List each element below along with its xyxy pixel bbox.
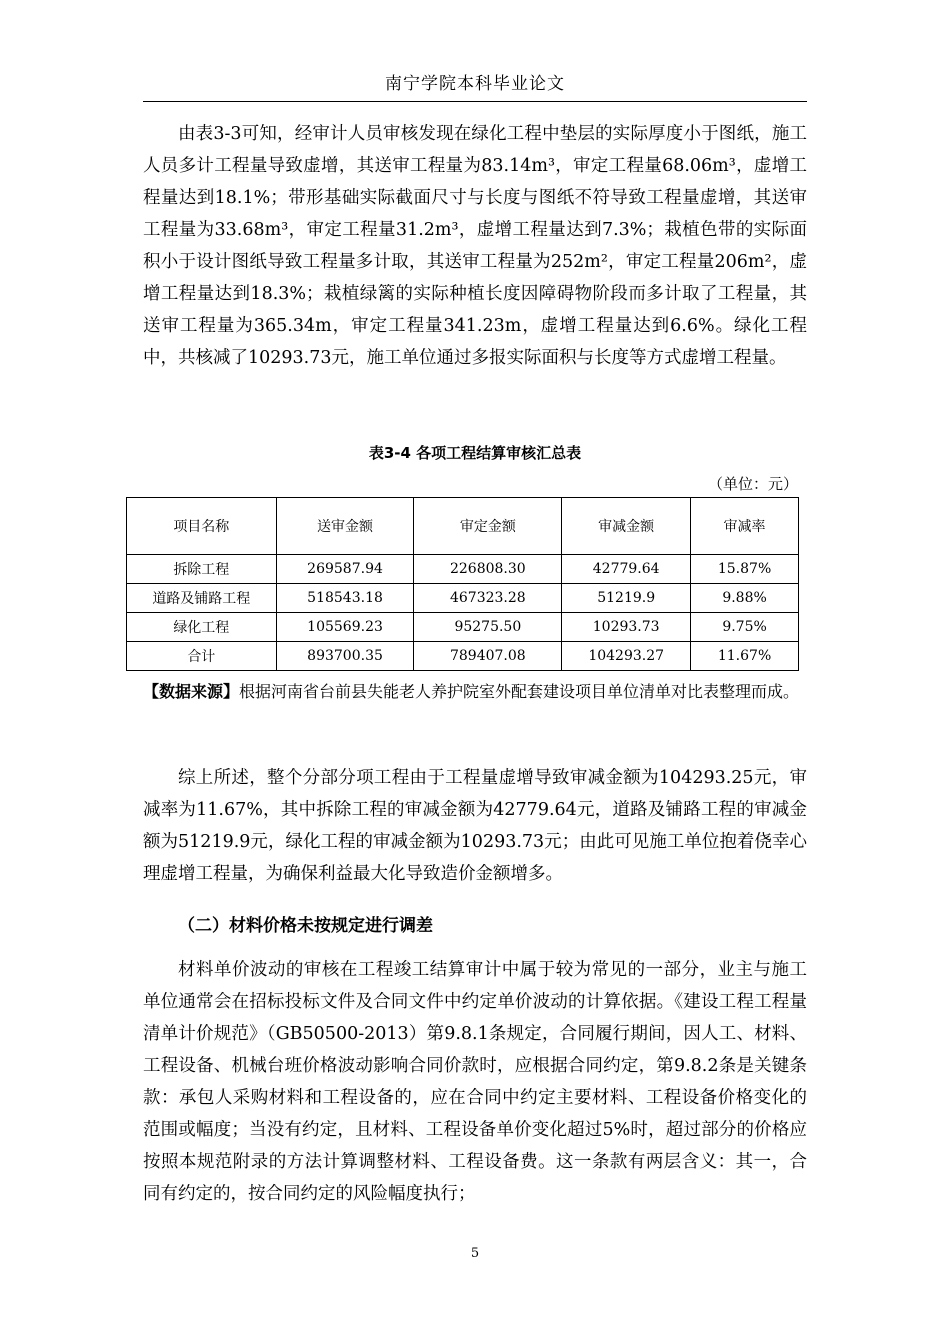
running-header: 南宁学院本科毕业论文 [385, 74, 565, 94]
audit-summary-table [126, 497, 799, 671]
column-header-submitted: 送审金额 [276, 498, 414, 555]
table-cell: 42779.64 [562, 555, 691, 584]
table-cell: 893700.35 [276, 642, 414, 671]
table-cell: 绿化工程 [127, 613, 277, 642]
table-cell: 10293.73 [562, 613, 691, 642]
column-header-reduction-rate: 审减率 [691, 498, 799, 555]
page-number: 5 [470, 1246, 480, 1261]
table-cell: 15.87% [691, 555, 799, 584]
table-cell: 95275.50 [414, 613, 562, 642]
column-header-approved: 审定金额 [414, 498, 562, 555]
source-text: 根据河南省台前县失能老人养护院室外配套建设项目单位清单对比表整理而成。 [239, 682, 800, 701]
body-paragraph-2: 综上所述，整个分部分项工程由于工程量虚增导致审减金额为104293.25元，审减率为11.67%，其中拆除工程的审减金额为42779.64元，道路及铺路工程的审减金额为51219.9元，绿化工程的审减金额为10293.73元；由此可见施工单位抱着侥幸心理虚增工程量，为确保利益最大化导致造价金额增多。 [143, 768, 807, 884]
table-row [127, 555, 799, 584]
table-caption: 表3-4 各项工程结算审核汇总表 [368, 444, 582, 462]
table-cell: 518543.18 [276, 584, 414, 613]
table-cell: 9.75% [691, 613, 799, 642]
table-cell: 9.88% [691, 584, 799, 613]
header-divider [143, 101, 807, 102]
table-cell: 467323.28 [414, 584, 562, 613]
column-header-reduction: 审减金额 [562, 498, 691, 555]
body-paragraph-1: 由表3-3可知，经审计人员审核发现在绿化工程中垫层的实际厚度小于图纸，施工人员多计工程量导致虚增，其送审工程量为83.14m³，审定工程量68.06m³，虚增工程量达到18.1%；带形基础实际截面尺寸与长度与图纸不符导致工程量虚增，其送审工程量为33.68m³，审定工程量31.2m³，虚增工程量达到7.3%；栽植色带的实际面积小于设计图纸导致工程量多计取，其送审工程量为252m²，审定工程量206m²，虚增工程量达到18.3%；栽植绿篱的实际种植长度因障碍物阶段而多计取了工程量，其送审工程量为365.34m，审定工程量341.23m，虚增工程量达到6.6%。绿化工程中，共核减了10293.73元，施工单位通过多报实际面积与长度等方式虚增工程量。 [143, 124, 807, 368]
table-row [127, 584, 799, 613]
section-heading: （二）材料价格未按规定进行调差 [178, 916, 433, 936]
table-cell: 269587.94 [276, 555, 414, 584]
table-cell: 道路及铺路工程 [127, 584, 277, 613]
body-paragraph-3: 材料单价波动的审核在工程竣工结算审计中属于较为常见的一部分，业主与施工单位通常会在招标投标文件及合同文件中约定单价波动的计算依据。《建设工程工程量清单计价规范》（GB50500-2013）第9.8.1条规定，合同履行期间，因人工、材料、工程设备、机械台班价格波动影响合同价款时，应根据合同约定，第9.8.2条是关键条款：承包人采购材料和工程设备的，应在合同中约定主要材料、工程设备价格变化的范围或幅度；当没有约定，且材料、工程设备单价变化超过5%时，超过部分的价格应按照本规范附录的方法计算调整材料、工程设备费。这一条款有两层含义：其一，合同有约定的，按合同约定的风险幅度执行； [143, 960, 807, 1204]
table-cell: 789407.08 [414, 642, 562, 671]
table-unit-note: （单位：元） [707, 475, 798, 493]
source-label: 【数据来源】 [143, 682, 240, 701]
table-row-total [127, 642, 799, 671]
table-cell: 226808.30 [414, 555, 562, 584]
table-cell: 合计 [127, 642, 277, 671]
table-cell: 51219.9 [562, 584, 691, 613]
table-row [127, 613, 799, 642]
table-source-note [143, 676, 807, 708]
table-cell: 104293.27 [562, 642, 691, 671]
table-cell: 11.67% [691, 642, 799, 671]
table-cell: 105569.23 [276, 613, 414, 642]
column-header-project: 项目名称 [127, 498, 277, 555]
table-header-row [127, 498, 799, 555]
table-cell: 拆除工程 [127, 555, 277, 584]
